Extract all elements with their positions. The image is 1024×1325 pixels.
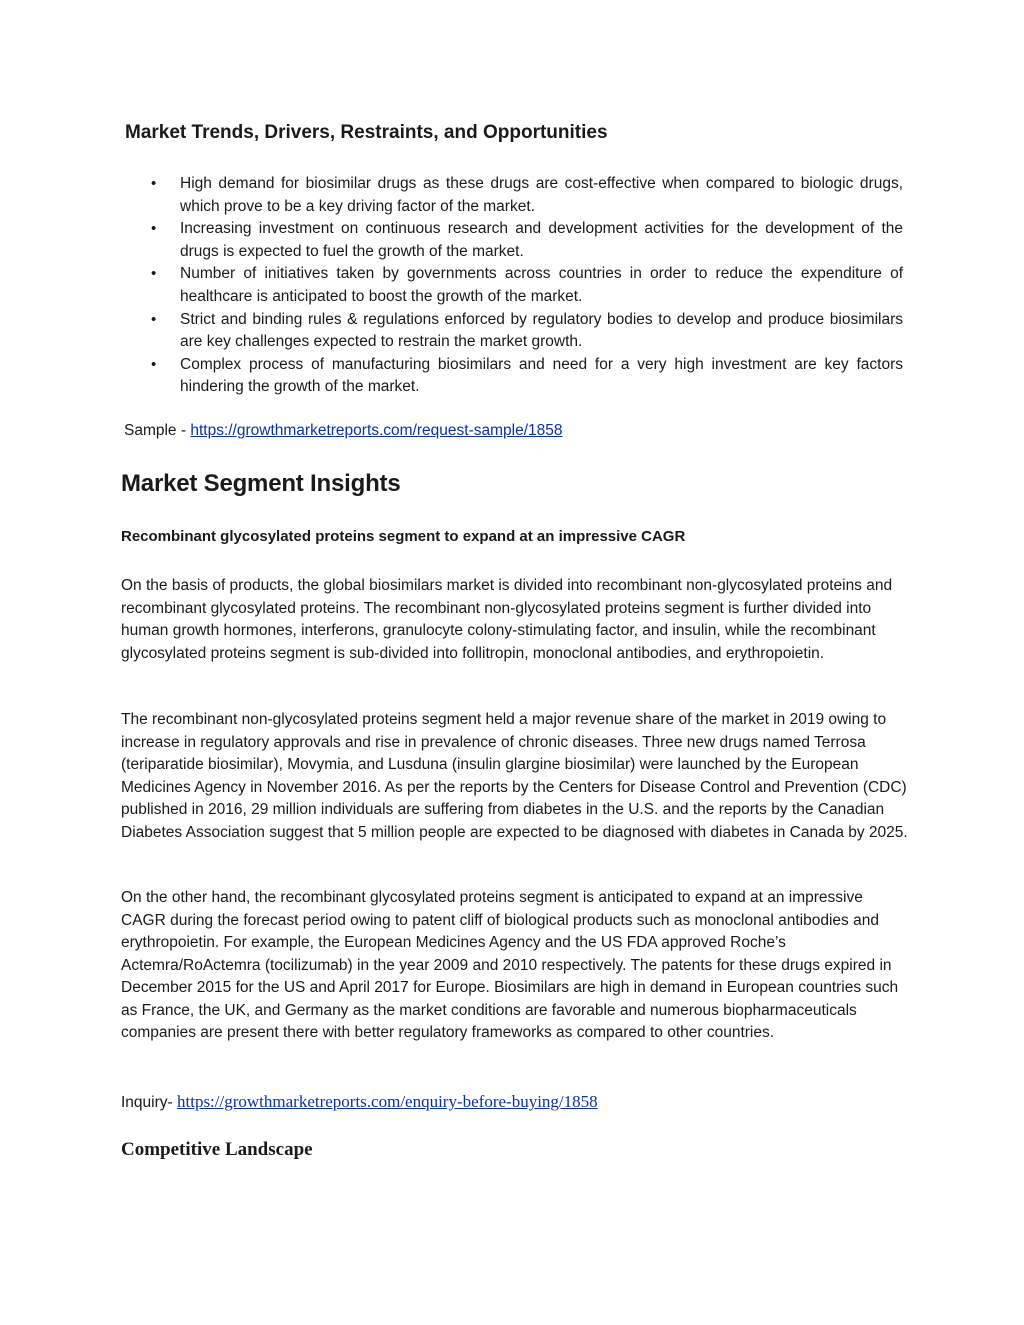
section-title-market-trends: Market Trends, Drivers, Restraints, and Opportunities bbox=[125, 122, 608, 143]
paragraph: The recombinant non-glycosylated proteins segment held a major revenue share of the market in 2019 owing to increase in regulatory approvals and rise in prevalence of chronic diseases. Three new drugs named Terrosa (teriparatide biosimilar), Movymia, and Lusduna (insulin glargine biosimilar) were launched by the European Medicines Agency in November 2016. As per the reports by the Centers for Disease Control and Prevention (CDC) published in 2016, 29 million individuals are suffering from diabetes in the U.S. and the reports by the Canadian Diabetes Association suggest that 5 million people are expected to be diagnosed with diabetes in Canada by 2025. bbox=[121, 711, 908, 841]
list-item: • High demand for biosimilar drugs as these drugs are cost-effective when compared to biologic drugs, which prove to be a key driving factor of the market. bbox=[180, 173, 903, 218]
list-item: • Increasing investment on continuous research and development activities for the development of the drugs is expected to fuel the growth of the market. bbox=[180, 218, 903, 263]
paragraph: On the basis of products, the global biosimilars market is divided into recombinant non-glycosylated proteins and recombinant glycosylated proteins. The recombinant non-glycosylated proteins segment is further divided into human growth hormones, interferons, granulocyte colony-stimulating factor, and insulin, while the recombinant glycosylated proteins segment is sub-divided into follitropin, monoclonal antibodies, and erythropoietin. bbox=[121, 577, 893, 662]
sample-label: Sample - bbox=[124, 422, 191, 439]
sample-link[interactable]: https://growthmarketreports.com/request-sample/1858 bbox=[190, 422, 563, 439]
list-item: • Strict and binding rules & regulations enforced by regulatory bodies to develop and produce biosimilars are key challenges expected to restrain the market growth. bbox=[180, 309, 903, 354]
inquiry-link[interactable]: https://growthmarketreports.com/enquiry-before-buying/1858 bbox=[177, 1092, 598, 1111]
paragraph: On the other hand, the recombinant glycosylated proteins segment is anticipated to expand at an impressive CAGR during the forecast period owing to patent cliff of biological products such as monoclonal antibodies and erythropoietin. For example, the European Medicines Agency and the US FDA approved Roche’s Actemra/RoActemra (tocilizumab) in the year 2009 and 2010 respectively. The patents for these drugs expired in December 2015 for the US and April 2017 for Europe. Biosimilars are high in demand in European countries such as France, the UK, and Germany as the market conditions are favorable and numerous biopharmaceuticals companies are present there with better regulatory frameworks as compared to other countries. bbox=[121, 889, 899, 1041]
list-item: • Number of initiatives taken by governments across countries in order to reduce the expenditure of healthcare is anticipated to boost the growth of the market. bbox=[180, 263, 903, 308]
market-trends-list bbox=[180, 173, 903, 399]
section-title-segment-insights: Market Segment Insights bbox=[121, 470, 401, 497]
sample-line bbox=[124, 422, 563, 440]
section-title-competitive-landscape: Competitive Landscape bbox=[121, 1139, 313, 1160]
section-subtitle-glycosylated: Recombinant glycosylated proteins segment to expand at an impressive CAGR bbox=[121, 528, 686, 545]
inquiry-line bbox=[121, 1092, 598, 1112]
list-item: • Complex process of manufacturing biosimilars and need for a very high investment are key factors hindering the growth of the market. bbox=[180, 354, 903, 399]
inquiry-label: Inquiry- bbox=[121, 1094, 177, 1111]
